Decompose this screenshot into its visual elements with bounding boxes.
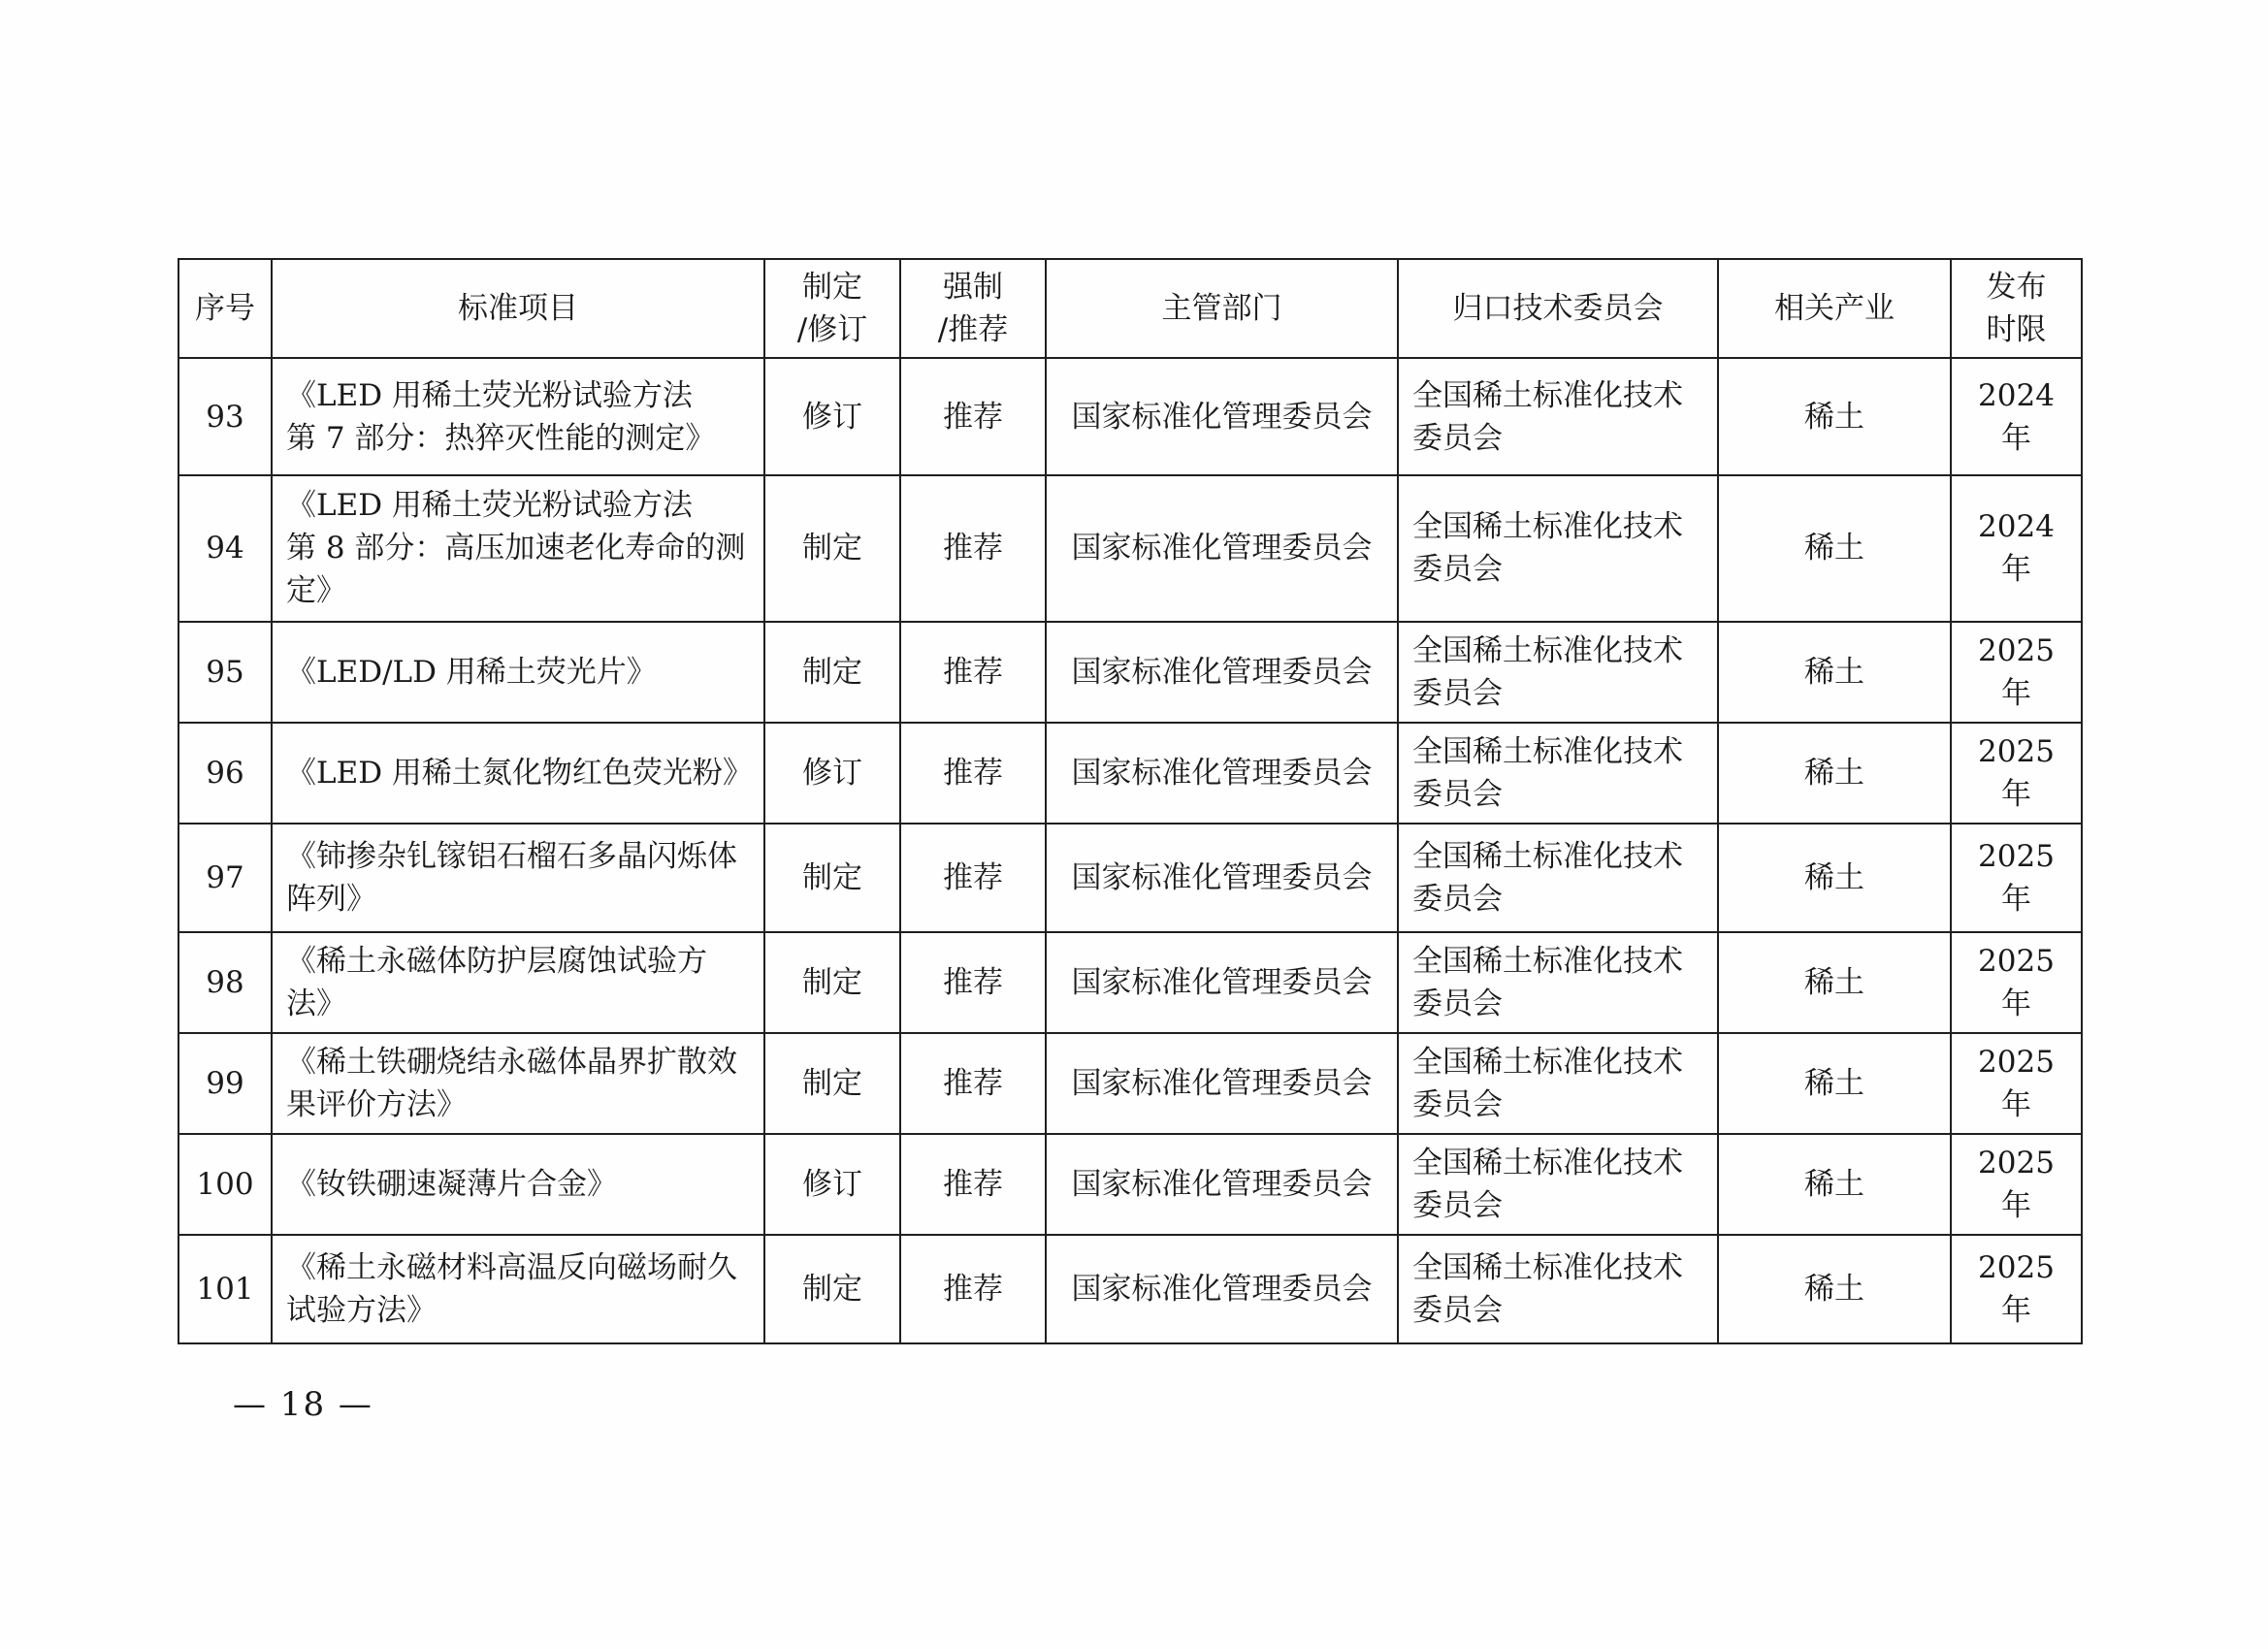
table-row: [178, 1235, 2082, 1343]
cell-project: 《LED 用稀土荧光粉试验方法 第 8 部分：高压加速老化寿命的测定》: [272, 475, 764, 621]
cell-department: 国家标准化管理委员会: [1046, 1134, 1398, 1235]
cell-type: 制定: [764, 1235, 900, 1343]
cell-type: 制定: [764, 475, 900, 621]
cell-type: 修订: [764, 1134, 900, 1235]
cell-department: 国家标准化管理委员会: [1046, 475, 1398, 621]
table-row: [178, 824, 2082, 932]
cell-department: 国家标准化管理委员会: [1046, 622, 1398, 723]
cell-deadline: 2025 年: [1951, 1235, 2082, 1343]
cell-type: 制定: [764, 932, 900, 1033]
cell-nature: 推荐: [900, 1033, 1046, 1134]
cell-seq: 93: [178, 358, 272, 475]
header-nature-line1: 强制: [943, 270, 1003, 305]
cell-deadline: 2025 年: [1951, 932, 2082, 1033]
cell-committee: 全国稀土标准化技术委员会: [1398, 932, 1718, 1033]
table-row: [178, 723, 2082, 824]
cell-type: 修订: [764, 723, 900, 824]
cell-nature: 推荐: [900, 723, 1046, 824]
cell-industry: 稀土: [1718, 358, 1951, 475]
header-nature-line2: /推荐: [937, 312, 1009, 347]
cell-department: 国家标准化管理委员会: [1046, 1033, 1398, 1134]
header-type-line1: 制定: [802, 270, 862, 305]
cell-committee: 全国稀土标准化技术委员会: [1398, 1033, 1718, 1134]
cell-deadline: 2025 年: [1951, 723, 2082, 824]
header-committee: 归口技术委员会: [1398, 259, 1718, 358]
cell-department: 国家标准化管理委员会: [1046, 358, 1398, 475]
cell-industry: 稀土: [1718, 475, 1951, 621]
cell-committee: 全国稀土标准化技术委员会: [1398, 1134, 1718, 1235]
cell-project: 《LED 用稀土氮化物红色荧光粉》: [272, 723, 764, 824]
cell-committee: 全国稀土标准化技术委员会: [1398, 358, 1718, 475]
header-industry: 相关产业: [1718, 259, 1951, 358]
cell-project: 《稀土永磁体防护层腐蚀试验方法》: [272, 932, 764, 1033]
cell-deadline: 2025 年: [1951, 1033, 2082, 1134]
table-row: [178, 358, 2082, 475]
header-deadline-line1: 发布: [1986, 270, 2047, 305]
cell-deadline: 2025 年: [1951, 622, 2082, 723]
table-row: [178, 475, 2082, 621]
cell-seq: 101: [178, 1235, 272, 1343]
cell-industry: 稀土: [1718, 1235, 1951, 1343]
cell-seq: 98: [178, 932, 272, 1033]
cell-seq: 99: [178, 1033, 272, 1134]
table-row: [178, 932, 2082, 1033]
cell-type: 制定: [764, 1033, 900, 1134]
cell-deadline: 2025 年: [1951, 824, 2082, 932]
cell-project: 《钕铁硼速凝薄片合金》: [272, 1134, 764, 1235]
header-seq: 序号: [178, 259, 272, 358]
cell-nature: 推荐: [900, 824, 1046, 932]
cell-industry: 稀土: [1718, 723, 1951, 824]
cell-seq: 100: [178, 1134, 272, 1235]
cell-project: 《LED/LD 用稀土荧光片》: [272, 622, 764, 723]
cell-industry: 稀土: [1718, 1134, 1951, 1235]
cell-committee: 全国稀土标准化技术委员会: [1398, 824, 1718, 932]
cell-nature: 推荐: [900, 1235, 1046, 1343]
cell-committee: 全国稀土标准化技术委员会: [1398, 475, 1718, 621]
cell-seq: 95: [178, 622, 272, 723]
cell-department: 国家标准化管理委员会: [1046, 932, 1398, 1033]
cell-project: 《LED 用稀土荧光粉试验方法 第 7 部分：热猝灭性能的测定》: [272, 358, 764, 475]
cell-type: 修订: [764, 358, 900, 475]
cell-deadline: 2024 年: [1951, 475, 2082, 621]
header-deadline: [1951, 259, 2082, 358]
cell-department: 国家标准化管理委员会: [1046, 1235, 1398, 1343]
table-row: [178, 622, 2082, 723]
header-nature: [900, 259, 1046, 358]
cell-committee: 全国稀土标准化技术委员会: [1398, 1235, 1718, 1343]
cell-deadline: 2025 年: [1951, 1134, 2082, 1235]
standards-table: [178, 258, 2083, 1344]
cell-nature: 推荐: [900, 1134, 1046, 1235]
header-project: 标准项目: [272, 259, 764, 358]
table-row: [178, 1134, 2082, 1235]
cell-seq: 97: [178, 824, 272, 932]
header-type: [764, 259, 900, 358]
cell-type: 制定: [764, 824, 900, 932]
cell-project: 《铈掺杂钆镓铝石榴石多晶闪烁体阵列》: [272, 824, 764, 932]
cell-industry: 稀土: [1718, 622, 1951, 723]
table-header-row: [178, 259, 2082, 358]
cell-industry: 稀土: [1718, 932, 1951, 1033]
header-deadline-line2: 时限: [1986, 312, 2047, 347]
cell-seq: 94: [178, 475, 272, 621]
header-type-line2: /修订: [796, 312, 868, 347]
cell-nature: 推荐: [900, 358, 1046, 475]
cell-committee: 全国稀土标准化技术委员会: [1398, 622, 1718, 723]
cell-type: 制定: [764, 622, 900, 723]
cell-project: 《稀土铁硼烧结永磁体晶界扩散效果评价方法》: [272, 1033, 764, 1134]
cell-committee: 全国稀土标准化技术委员会: [1398, 723, 1718, 824]
page-number: — 18 —: [233, 1385, 373, 1424]
cell-project: 《稀土永磁材料高温反向磁场耐久试验方法》: [272, 1235, 764, 1343]
table-row: [178, 1033, 2082, 1134]
cell-nature: 推荐: [900, 932, 1046, 1033]
cell-deadline: 2024 年: [1951, 358, 2082, 475]
cell-department: 国家标准化管理委员会: [1046, 723, 1398, 824]
header-department: 主管部门: [1046, 259, 1398, 358]
cell-industry: 稀土: [1718, 824, 1951, 932]
cell-nature: 推荐: [900, 475, 1046, 621]
cell-department: 国家标准化管理委员会: [1046, 824, 1398, 932]
cell-seq: 96: [178, 723, 272, 824]
cell-nature: 推荐: [900, 622, 1046, 723]
cell-industry: 稀土: [1718, 1033, 1951, 1134]
